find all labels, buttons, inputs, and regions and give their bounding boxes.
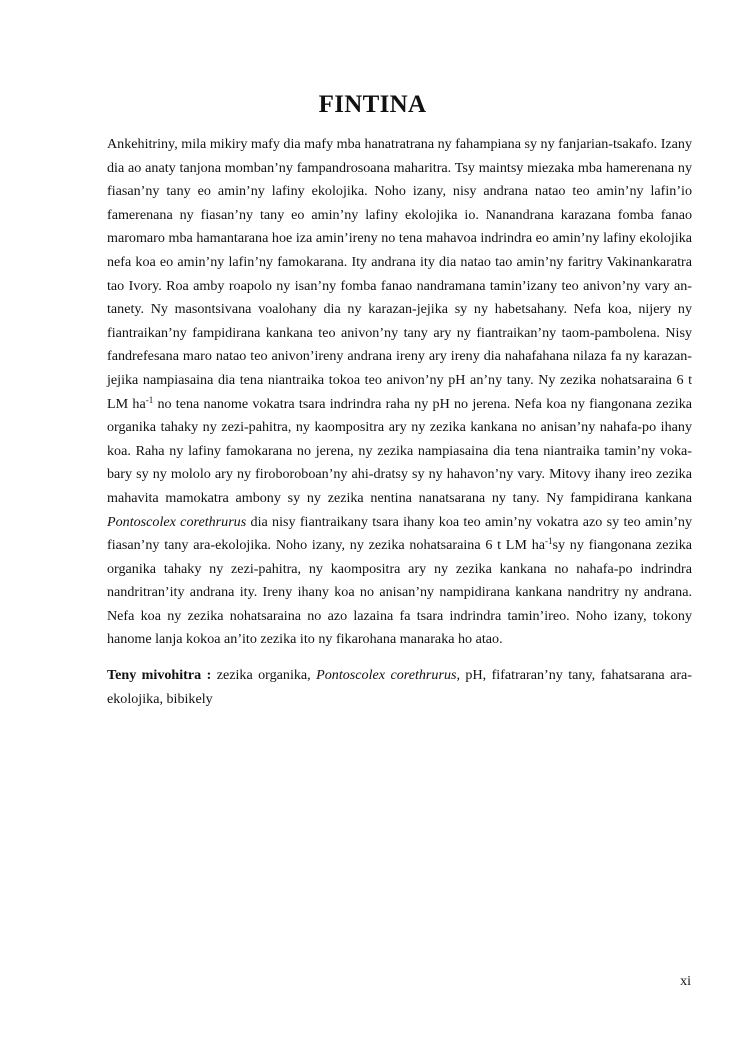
abstract-text: no tena nanome vokatra tsara indrindra raha ny pH no jerena. Nefa koa ny fiangonana zezika organika tahaky ny zezi-pahitra, ny kaompositra ary ny zezika kankana no anisan’ny nahafa-po ihany koa. Raha ny lafiny famokarana no jerena, ny zezika nampiasaina dia tena niantraika tamin’ny voka-bary sy ny mololo ary ny firoboroboan’ny ahi-dratsy sy ny hahavon’ny vary. Mitovy ihany ireo zezika mahavita mamokatra ambony sy ny zezika nentina nanatsarana ny tany. Ny fampidirana kankana xyxy=(107,395,692,506)
keywords-text: zezika organika, xyxy=(211,667,317,683)
keywords-label: Teny mivohitra : xyxy=(107,667,212,683)
species-name: Pontoscolex corethrurus xyxy=(107,513,247,530)
keywords-paragraph xyxy=(107,664,692,711)
abstract-text: Ankehitriny, mila mikiry mafy dia mafy mba hanatratrana ny fahampiana sy ny fanjarian-tsakafo. Izany dia ao anaty tanjona momban’ny fampandrosoana maharitra. Tsy maintsy miezaka mba hamerenana ny fiasan’ny tany eo amin’ny lafiny ekolojika. Noho izany, nisy andrana natao teo amin’ny lafin’io famerenana ny fiasan’ny tany eo amin’ny lafiny ekolojika io. Nanandrana karazana fomba fanao maromaro mba hamantarana hoe iza amin’ireny no tena mahavoa indrindra eo amin’ny lafiny ekolojika nefa koa eo amin’ny lafin’ny famokarana. Ity andrana ity dia natao tao amin’ny faritry Vakinankaratra tao Ivory. Roa amby roapolo ny isan’ny fomba fanao nandramana tamin’izany teo anivon’ny vary an-tanety. Ny masontsivana voalohany dia ny karazan-jejika sy ny habetsahany. Nefa koa, nijery ny fiantraikan’ny fampidirana kankana teo anivon’ny tany ary ny fiantraikan’ny taom-pambolena. Nisy fandrefesana maro natao teo anivon’ireny andrana ireny ary ireny dia nahafahana nilaza fa ny karazan-jejika nampiasaina dia tena niantraika tokoa teo anivon’ny pH an’ny tany. Ny zezika nohatsaraina 6 t LM ha xyxy=(107,136,692,412)
keywords-species-name: Pontoscolex corethrurus xyxy=(316,667,457,683)
abstract-text: dia nisy fiantraikany tsara ihany koa teo amin’ny vokatra azo sy teo amin’ny fiasan’ny tany ara-ekolojika. Noho izany, ny zezika nohatsaraina 6 t LM ha xyxy=(107,513,692,554)
keywords-text: , pH, fifatraran’ny tany, fahatsarana ara-ekolojika, bibikely xyxy=(107,667,693,707)
page-title: FINTINA xyxy=(318,91,427,118)
abstract-paragraph xyxy=(107,133,692,652)
abstract-text: sy ny fiangonana zezika organika tahaky ny zezi-pahitra, ny kaompositra ary ny zezika kankana no nahafa-po indrindra nandritran’ity andrana ity. Ireny ihany koa no anisan’ny nampidirana kankana nandritry ny andrana. Nefa koa ny zezika nohatsaraina no azo lazaina fa tsara indrindra tamin’ireo. Noho izany, tokony hanome lanja kokoa an’ito zezika ito ny fikarohana manaraka ho atao. xyxy=(107,537,692,648)
superscript-exponent: -1 xyxy=(145,394,154,405)
page-number: xi xyxy=(680,974,691,989)
superscript-exponent: -1 xyxy=(545,536,553,547)
